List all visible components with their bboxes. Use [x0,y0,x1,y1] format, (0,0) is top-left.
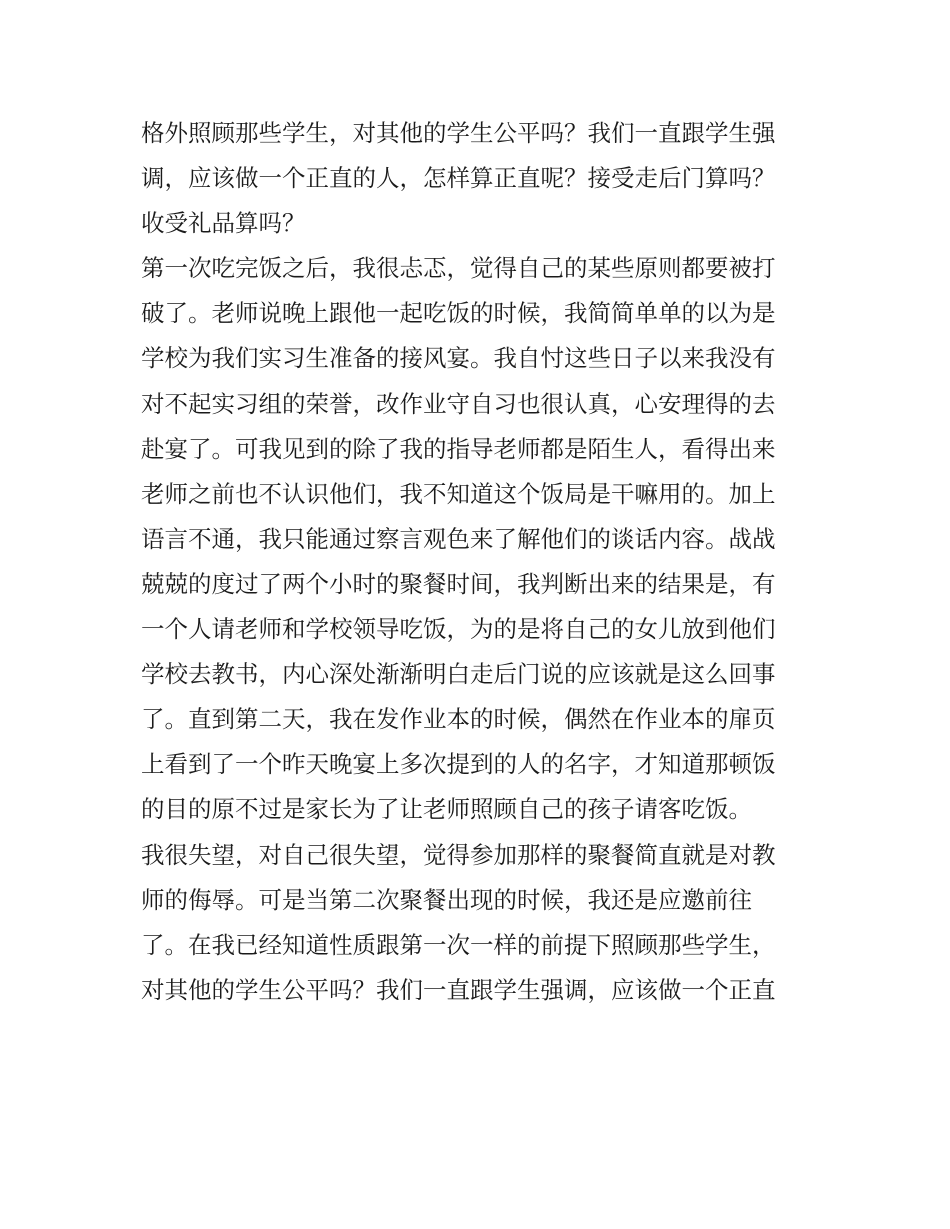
text-line: 兢兢的度过了两个小时的聚餐时间，我判断出来的结果是，有 [141,569,776,598]
text-line: 的目的原不过是家长为了让老师照顾自己的孩子请客吃饭。 [141,795,752,824]
text-line: 格外照顾那些学生，对其他的学生公平吗？我们一直跟学生强 [141,119,776,147]
text-line: 调，应该做一个正直的人，怎样算正直呢？接受走后门算吗？ [141,164,776,193]
text-line: 了。在我已经知道性质跟第一次一样的前提下照顾那些学生， [141,930,776,959]
text-line: 收受礼品算吗？ [141,209,306,238]
text-line: 学校为我们实习生准备的接风宴。我自忖这些日子以来我没有 [141,344,776,373]
text-line: 我很失望，对自己很失望，觉得参加那样的聚餐简直就是对教 [141,840,776,869]
text-line: 语言不通，我只能通过察言观色来了解他们的谈话内容。战战 [141,524,776,553]
text-line: 赴宴了。可我见到的除了我的指导老师都是陌生人，看得出来 [141,434,776,463]
body-text [141,111,821,1013]
text-line: 对其他的学生公平吗？我们一直跟学生强调，应该做一个正直 [141,975,776,1004]
text-line: 对不起实习组的荣誉，改作业守自习也很认真，心安理得的去 [141,389,776,418]
text-line: 第一次吃完饭之后，我很忐忑，觉得自己的某些原则都要被打 [141,254,776,283]
text-line: 破了。老师说晚上跟他一起吃饭的时候，我简简单单的以为是 [141,299,776,328]
text-line: 老师之前也不认识他们，我不知道这个饭局是干嘛用的。加上 [141,479,776,508]
text-line: 了。直到第二天，我在发作业本的时候，偶然在作业本的扉页 [141,705,776,734]
text-line: 师的侮辱。可是当第二次聚餐出现的时候，我还是应邀前往 [141,885,752,914]
text-line: 上看到了一个昨天晚宴上多次提到的人的名字，才知道那顿饭 [141,750,776,779]
text-line: 一个人请老师和学校领导吃饭，为的是将自己的女儿放到他们 [141,615,776,644]
text-line: 学校去教书，内心深处渐渐明白走后门说的应该就是这么回事 [141,660,776,689]
